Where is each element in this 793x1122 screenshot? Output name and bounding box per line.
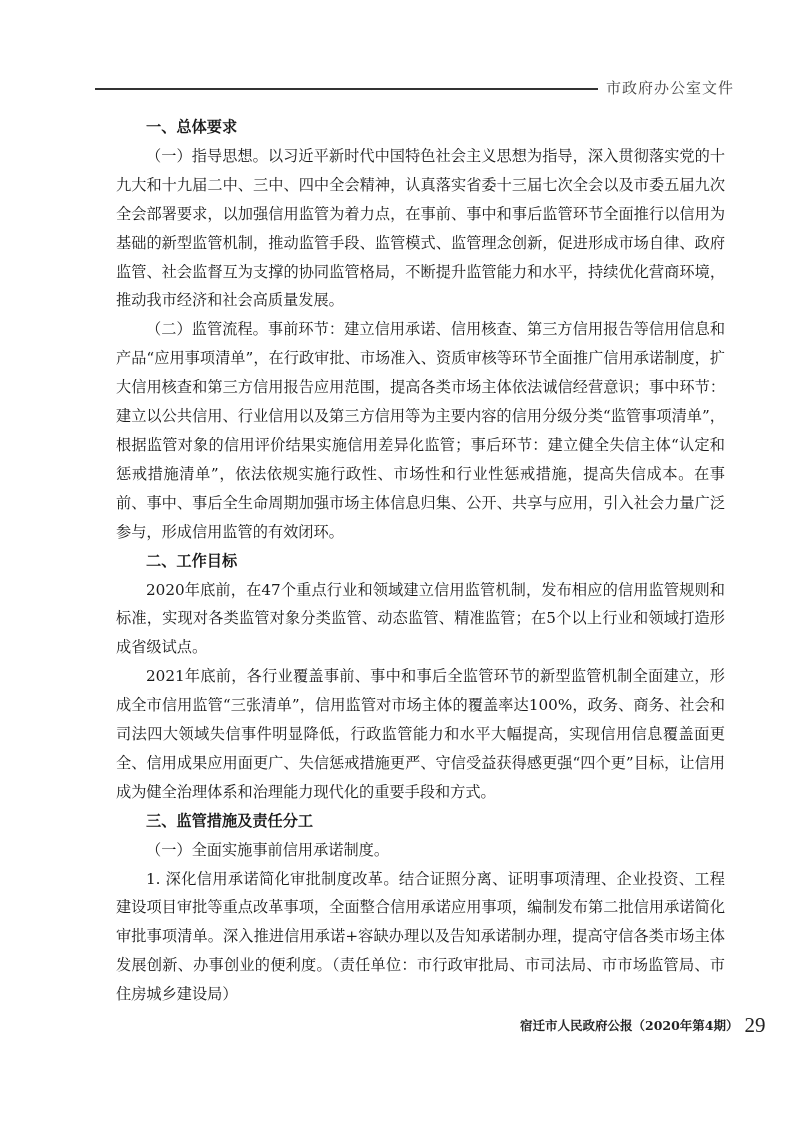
publication-title: 宿迁市人民政府公报（2020年第4期） [520, 1018, 739, 1033]
page-number: 29 [744, 1013, 766, 1037]
paragraph-item-1: 1. 深化信用承诺简化审批制度改革。结合证照分离、证明事项清理、企业投资、工程建设项目审批等重点改革事项，全面整合信用承诺应用事项，编制发布第二批信用承诺简化审批事项清单。深入推进信用承诺+容缺办理以及告知承诺制办理，提高守信各类市场主体发展创新、办事创业的便利度。（责任单位：市行政审批局、市司法局、市市场监管局、市住房城乡建设局） [116, 869, 725, 1004]
section-heading-1: 一、总体要求 [146, 118, 238, 136]
document-body [116, 113, 725, 1009]
section-heading-2: 二、工作目标 [146, 551, 238, 570]
page-footer [520, 1013, 766, 1038]
paragraph-supervision-process: （二）监管流程。事前环节：建立信用承诺、信用核查、第三方信用报告等信用信息和产品“应用事项清单”，在行政审批、市场准入、资质审核等环节全面推广信用承诺制度，扩大信用核查和第三方信用报告应用范围，提高各类市场主体依法诚信经营意识；事中环节：建立以公共信用、行业信用以及第三方信用等为主要内容的信用分级分类“监管事项清单”，根据监管对象的信用评价结果实施信用差异化监管；事后环节：建立健全失信主体“认定和惩戒措施清单”，依法依规实施行政性、市场性和行业性惩戒措施，提高失信成本。在事前、事中、事后全生命周期加强市场主体信息归集、公开、共享与应用，引入社会力量广泛参与，形成信用监管的有效闭环。 [116, 320, 725, 541]
paragraph-target-2021: 2021年底前，各行业覆盖事前、事中和事后全监管环节的新型监管机制全面建立，形成全市信用监管“三张清单”，信用监管对市场主体的覆盖率达100%，政务、商务、社会和司法四大领域失信事件明显降低，行政监管能力和水平大幅提高，实现信用信息覆盖面更全、信用成果应用面更广、失信惩戒措施更严、守信受益获得感更强“四个更”目标，让信用成为健全治理体系和治理能力现代化的重要手段和方式。 [116, 667, 725, 801]
paragraph-target-2020: 2020年底前，在47个重点行业和领域建立信用监管机制，发布相应的信用监管规则和标准，实现对各类监管对象分类监管、动态监管、精准监管；在5个以上行业和领域打造形成省级试点。 [116, 580, 725, 657]
section-heading-3: 三、监管措施及责任分工 [146, 811, 314, 830]
subsection-heading-1: （一）全面实施事前信用承诺制度。 [146, 840, 389, 859]
running-header: 市政府办公室文件 [606, 79, 735, 97]
paragraph-guiding-thought: （一）指导思想。以习近平新时代中国特色社会主义思想为指导，深入贯彻落实党的十九大和十九届二中、三中、四中全会精神，认真落实省委十三届七次全会以及市委五届九次全会部署要求，以加强信用监管为着力点，在事前、事中和事后监管环节全面推行以信用为基础的新型监管机制，推动监管手段、监管模式、监管理念创新，促进形成市场自律、政府监管、社会监督互为支撑的协同监管格局，不断提升监管能力和水平，持续优化营商环境，推动我市经济和社会高质量发展。 [116, 146, 725, 310]
header-rule [95, 88, 598, 90]
